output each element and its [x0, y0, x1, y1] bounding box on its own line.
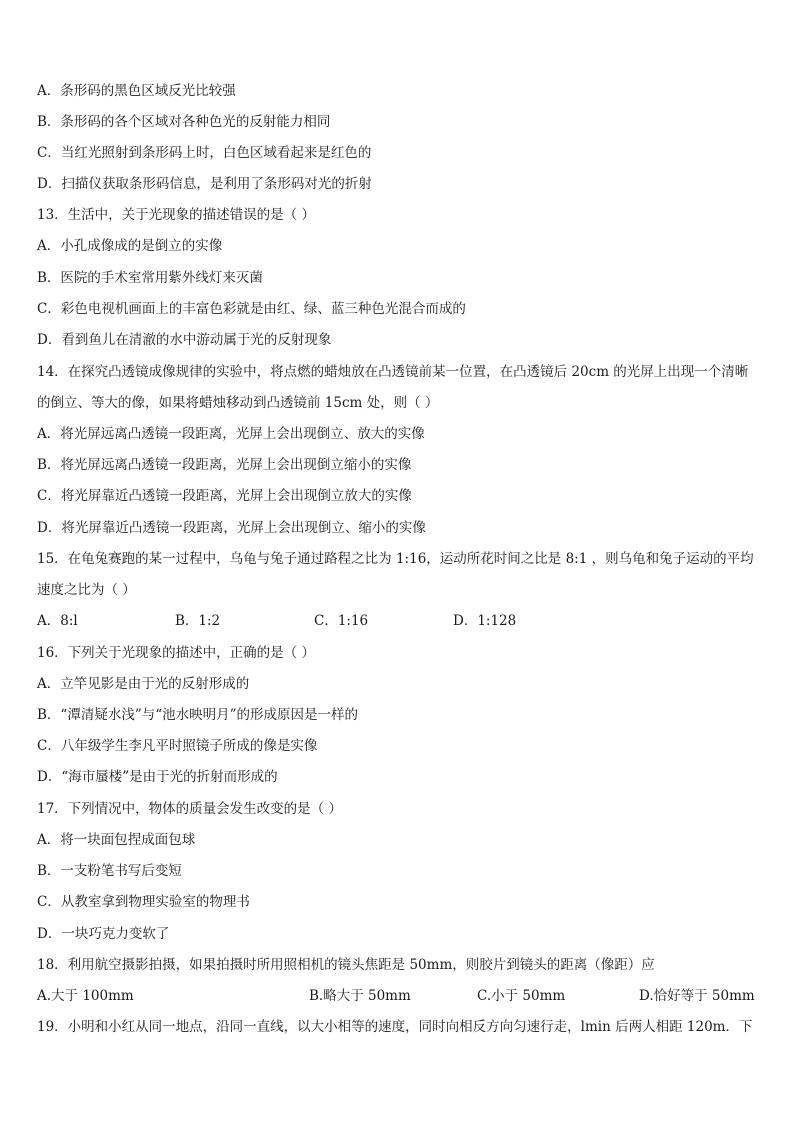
- q18-option-a: A.大于 100mm: [37, 988, 134, 1004]
- q17-option-a: A．将一块面包捏成面包球: [37, 832, 196, 848]
- q13-option-c: C．彩色电视机画面上的丰富色彩就是由红、绿、蓝三种色光混合而成的: [37, 301, 466, 317]
- q15-stem-line1: 15．在龟兔赛跑的某一过程中，乌龟与兔子通过路程之比为 1:16，运动所花时间之比是 8:1 ，则乌龟和兔子运动的平均: [37, 551, 754, 567]
- q14-option-d: D．将光屏靠近凸透镜一段距离，光屏上会出现倒立、缩小的实像: [37, 520, 426, 536]
- q18-stem: 18．利用航空摄影拍摄，如果拍摄时所用照相机的镜头焦距是 50mm，则胶片到镜头的距离（像距）应: [37, 957, 655, 973]
- q17-option-d: D．一块巧克力变软了: [37, 926, 170, 942]
- q14-stem-line2: 的倒立、等大的像，如果将蜡烛移动到凸透镜前 15cm 处，则（ ）: [37, 395, 439, 411]
- q13-option-b: B．医院的手术室常用紫外线灯来灭菌: [37, 270, 263, 286]
- q15-options-row: [37, 611, 757, 631]
- q12-option-a: A．条形码的黑色区域反光比较强: [37, 83, 236, 99]
- q16-option-a: A．立竿见影是由于光的反射形成的: [37, 676, 250, 692]
- q16-option-d: D．“海市蜃楼”是由于光的折射而形成的: [37, 769, 278, 785]
- q18-options-row: [37, 986, 757, 1006]
- q18-option-c: C.小于 50mm: [477, 988, 566, 1004]
- q16-option-b: B．“潭清疑水浅”与“池水映明月”的形成原因是一样的: [37, 707, 359, 723]
- q17-stem: 17．下列情况中，物体的质量会发生改变的是（ ）: [37, 801, 342, 817]
- q12-option-b: B．条形码的各个区域对各种色光的反射能力相同: [37, 114, 331, 130]
- q14-stem-line1: 14．在探究凸透镜成像规律的实验中，将点燃的蜡烛放在凸透镜前某一位置，在凸透镜后 20cm 的光屏上出现一个清晰: [37, 364, 749, 380]
- q15-option-c: C．1:16: [314, 613, 369, 629]
- q15-option-b: B．1:2: [175, 613, 221, 629]
- q13-stem: 13．生活中，关于光现象的描述错误的是（ ）: [37, 207, 315, 223]
- q12-option-d: D．扫描仪获取条形码信息，是利用了条形码对光的折射: [37, 176, 372, 192]
- q17-option-c: C．从教室拿到物理实验室的物理书: [37, 894, 250, 910]
- q17-option-b: B．一支粉笔书写后变短: [37, 863, 182, 879]
- q12-option-c: C．当红光照射到条形码上时，白色区域看起来是红色的: [37, 145, 372, 161]
- q14-option-b: B．将光屏远离凸透镜一段距离，光屏上会出现倒立缩小的实像: [37, 457, 412, 473]
- q15-option-d: D．1:128: [453, 613, 517, 629]
- q16-stem: 16．下列关于光现象的描述中，正确的是（ ）: [37, 645, 315, 661]
- q13-option-d: D．看到鱼儿在清澈的水中游动属于光的反射现象: [37, 332, 332, 348]
- q15-stem-line2: 速度之比为（ ）: [37, 582, 136, 598]
- q14-option-a: A．将光屏远离凸透镜一段距离，光屏上会出现倒立、放大的实像: [37, 426, 425, 442]
- q13-option-a: A．小孔成像成的是倒立的实像: [37, 238, 223, 254]
- q19-stem-line1: 19．小明和小红从同一地点，沿同一直线，以大小相等的速度，同时向相反方向匀速行走，lmin 后两人相距 120m．下: [37, 1019, 753, 1035]
- q16-option-c: C．八年级学生李凡平时照镜子所成的像是实像: [37, 738, 318, 754]
- q14-option-c: C．将光屏靠近凸透镜一段距离，光屏上会出现倒立放大的实像: [37, 488, 412, 504]
- q18-option-d: D.恰好等于 50mm: [639, 988, 755, 1004]
- q18-option-b: B.略大于 50mm: [309, 988, 411, 1004]
- q15-option-a: A．8:l: [37, 613, 78, 629]
